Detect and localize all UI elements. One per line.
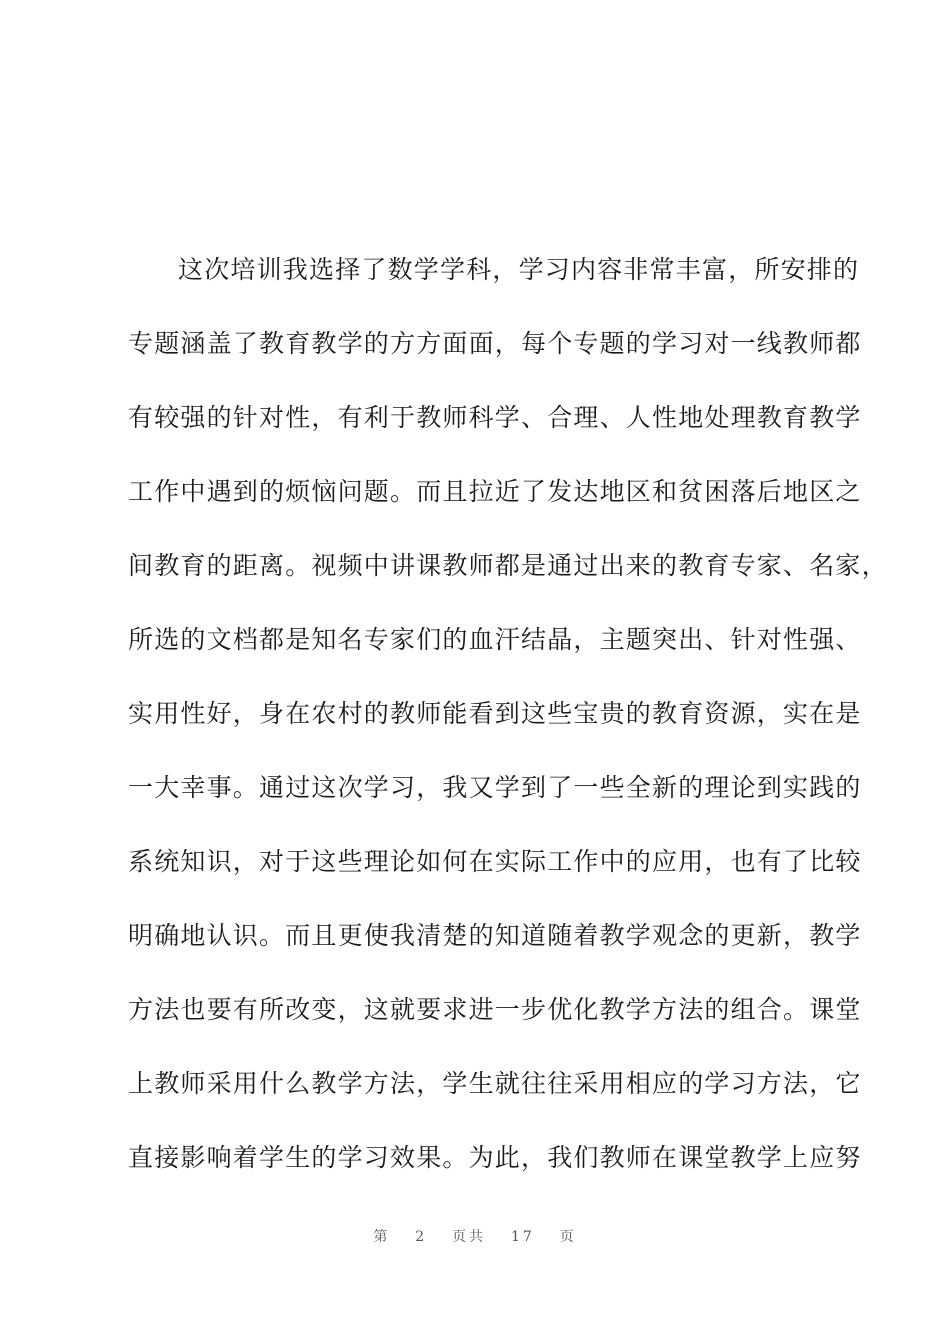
text-line-6: 所选的文档都是知名专家们的血汗结晶，主题突出、针对性强、 xyxy=(128,625,862,654)
text-line-5: 间教育的距离。视频中讲课教师都是通过出来的教育专家、名家， xyxy=(128,551,888,580)
text-line-9: 系统知识，对于这些理论如何在实际工作中的应用，也有了比较 xyxy=(128,847,862,876)
footer-page-total: 17 xyxy=(510,1229,535,1245)
text-line-10: 明确地认识。而且更使我清楚的知道随着教学观念的更新，教学 xyxy=(128,921,862,950)
footer-prefix: 第 xyxy=(373,1229,391,1245)
text-line-3: 有较强的针对性，有利于教师科学、合理、人性地处理教育教学 xyxy=(128,403,862,432)
text-line-7: 实用性好，身在农村的教师能看到这些宝贵的教育资源，实在是 xyxy=(128,699,862,728)
text-line-8: 一大幸事。通过这次学习，我又学到了一些全新的理论到实践的 xyxy=(128,773,862,802)
footer-suffix: 页 xyxy=(559,1229,577,1245)
footer-page-current: 2 xyxy=(415,1229,428,1245)
text-line-4: 工作中遇到的烦恼问题。而且拉近了发达地区和贫困落后地区之 xyxy=(128,477,862,506)
text-line-1: 这次培训我选择了数学学科，学习内容非常丰富，所安排的 xyxy=(178,255,860,284)
text-line-2: 专题涵盖了教育教学的方方面面，每个专题的学习对一线教师都 xyxy=(128,329,862,358)
text-line-12: 上教师采用什么教学方法，学生就往往采用相应的学习方法，它 xyxy=(128,1069,862,1098)
text-line-13: 直接影响着学生的学习效果。为此，我们教师在课堂教学上应努 xyxy=(128,1143,862,1172)
footer-middle: 页共 xyxy=(452,1229,487,1245)
page-footer xyxy=(0,1226,950,1246)
text-line-11: 方法也要有所改变，这就要求进一步优化教学方法的组合。课堂 xyxy=(128,995,862,1024)
